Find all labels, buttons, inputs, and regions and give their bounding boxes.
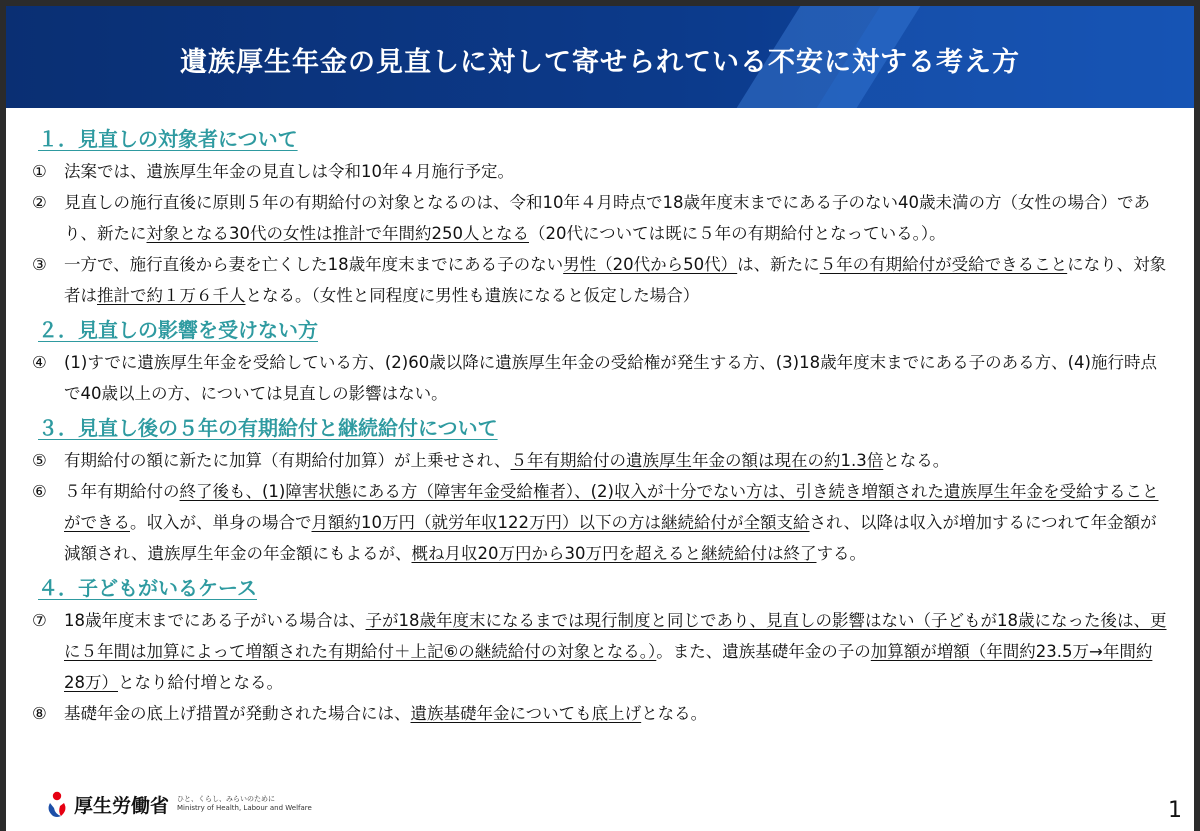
slide-content: [32, 120, 1172, 729]
list-item: [32, 476, 1172, 569]
emphasized-text: ５年の有期給付が受給できること: [819, 255, 1068, 274]
emphasized-text: 遺族基礎年金についても底上げ: [410, 704, 642, 723]
item-number: ⑦: [32, 611, 47, 630]
emphasized-text: 加算額が増額（年間約23.5万→年間約28万）: [64, 642, 1153, 692]
body-text: となり給付増となる。: [118, 673, 283, 692]
body-text: となる。: [883, 451, 950, 470]
org-name: 厚生労働省: [74, 794, 170, 817]
section-heading: １．見直しの対象者について: [38, 127, 298, 151]
body-text: 。また、遺族基礎年金の子の: [656, 642, 871, 661]
list-item: [32, 187, 1172, 249]
item-number: ①: [32, 162, 47, 181]
item-number: ②: [32, 193, 47, 212]
slide: [6, 6, 1194, 831]
body-text: 。収入が、単身の場合で: [130, 513, 312, 532]
body-text: ５年有期給付の: [64, 482, 180, 501]
section-heading: ４．子どもがいるケース: [38, 576, 257, 600]
item-number: ⑤: [32, 451, 47, 470]
emphasized-text: 対象となる30代の女性は推計で年間約250人となる: [146, 224, 529, 243]
list-item: [32, 698, 1172, 729]
item-number: ⑥: [32, 482, 47, 501]
section-heading: ２．見直しの影響を受けない方: [38, 318, 318, 342]
list-item: [32, 347, 1172, 409]
org-tagline: [177, 795, 312, 813]
emphasized-text: 推計で約１万６千人: [97, 286, 246, 305]
body-text: され、以降は収入が増加するにつれて年金額が減額され、遺族厚生年金の年金額にもよるが、: [64, 513, 1157, 563]
tagline-jp: ひと、くらし、みらいのために: [177, 795, 276, 803]
list-item: [32, 605, 1172, 698]
body-text: になり、対象者は: [64, 255, 1167, 305]
body-text: 見直しの施行直後に原則５年の有期給付の対象となるのは、令和10年４月時点で18歳年度末までにある子のない40歳未満の方（女性の場合）であり、新たに: [64, 193, 1150, 243]
body-text: (1)すでに遺族厚生年金を受給している方、(2)60歳以降に遺族厚生年金の受給権が発生する方、(3)18歳年度末までにある子のある方、(4)施行時点で40歳以上の方、については見直しの影響はない。: [64, 353, 1157, 403]
footer-logo: [44, 786, 312, 822]
body-text: となる。（女性と同程度に男性も遺族になると仮定した場合）: [245, 286, 700, 305]
section-heading: ３．見直し後の５年の有期給付と継続給付について: [38, 416, 498, 440]
emphasized-text: 男性（20代から50代）: [563, 255, 738, 274]
body-text: 有期給付の額に新たに加算（有期給付加算）が上乗せされ、: [64, 451, 511, 470]
item-number: ④: [32, 353, 47, 372]
body-text: 18歳年度末までにある子がいる場合は、: [64, 611, 366, 630]
tagline-en: Ministry of Health, Labour and Welfare: [177, 804, 312, 812]
item-number: ⑧: [32, 704, 47, 723]
list-item: [32, 156, 1172, 187]
page-number: 1: [1168, 798, 1182, 823]
mhlw-logo-icon: [44, 790, 70, 818]
body-text: となる。: [641, 704, 708, 723]
list-item: [32, 249, 1172, 311]
item-number: ③: [32, 255, 47, 274]
emphasized-text: 終了後も、(1)障害状態にある方（障害年金受給権者）、(2)収入が十分でない方は、引き続き増額された遺族厚生年金を受給することができる: [64, 482, 1159, 532]
body-text: は、新たに: [737, 255, 820, 274]
slide-title: 遺族厚生年金の見直しに対して寄せられている不安に対する考え方: [180, 47, 1020, 78]
title-banner: [6, 6, 1194, 108]
emphasized-text: 概ね月収20万円から30万円を超えると継続給付は終了: [411, 544, 817, 563]
body-text: 法案では、遺族厚生年金の見直しは令和10年４月施行予定。: [64, 162, 514, 181]
body-text: する。: [816, 544, 866, 563]
list-item: [32, 445, 1172, 476]
body-text: （20代については既に５年の有期給付となっている。）。: [529, 224, 946, 243]
body-text: 基礎年金の底上げ措置が発動された場合には、: [64, 704, 411, 723]
emphasized-text: ５年有期給付の遺族厚生年金の額は現在の約1.3倍: [510, 451, 884, 470]
emphasized-text: 月額約10万円（就労年収122万円）以下の方は継続給付が全額支給: [311, 513, 810, 532]
emphasized-text: 子が18歳年度末になるまでは現行制度と同じであり、見直しの影響はない（子どもが18歳になった後は、更に５年間は加算によって増額された有期給付＋上記⑥の継続給付の対象となる。）: [64, 611, 1167, 661]
body-text: 一方で、施行直後から妻を亡くした18歳年度末までにある子のない: [64, 255, 564, 274]
